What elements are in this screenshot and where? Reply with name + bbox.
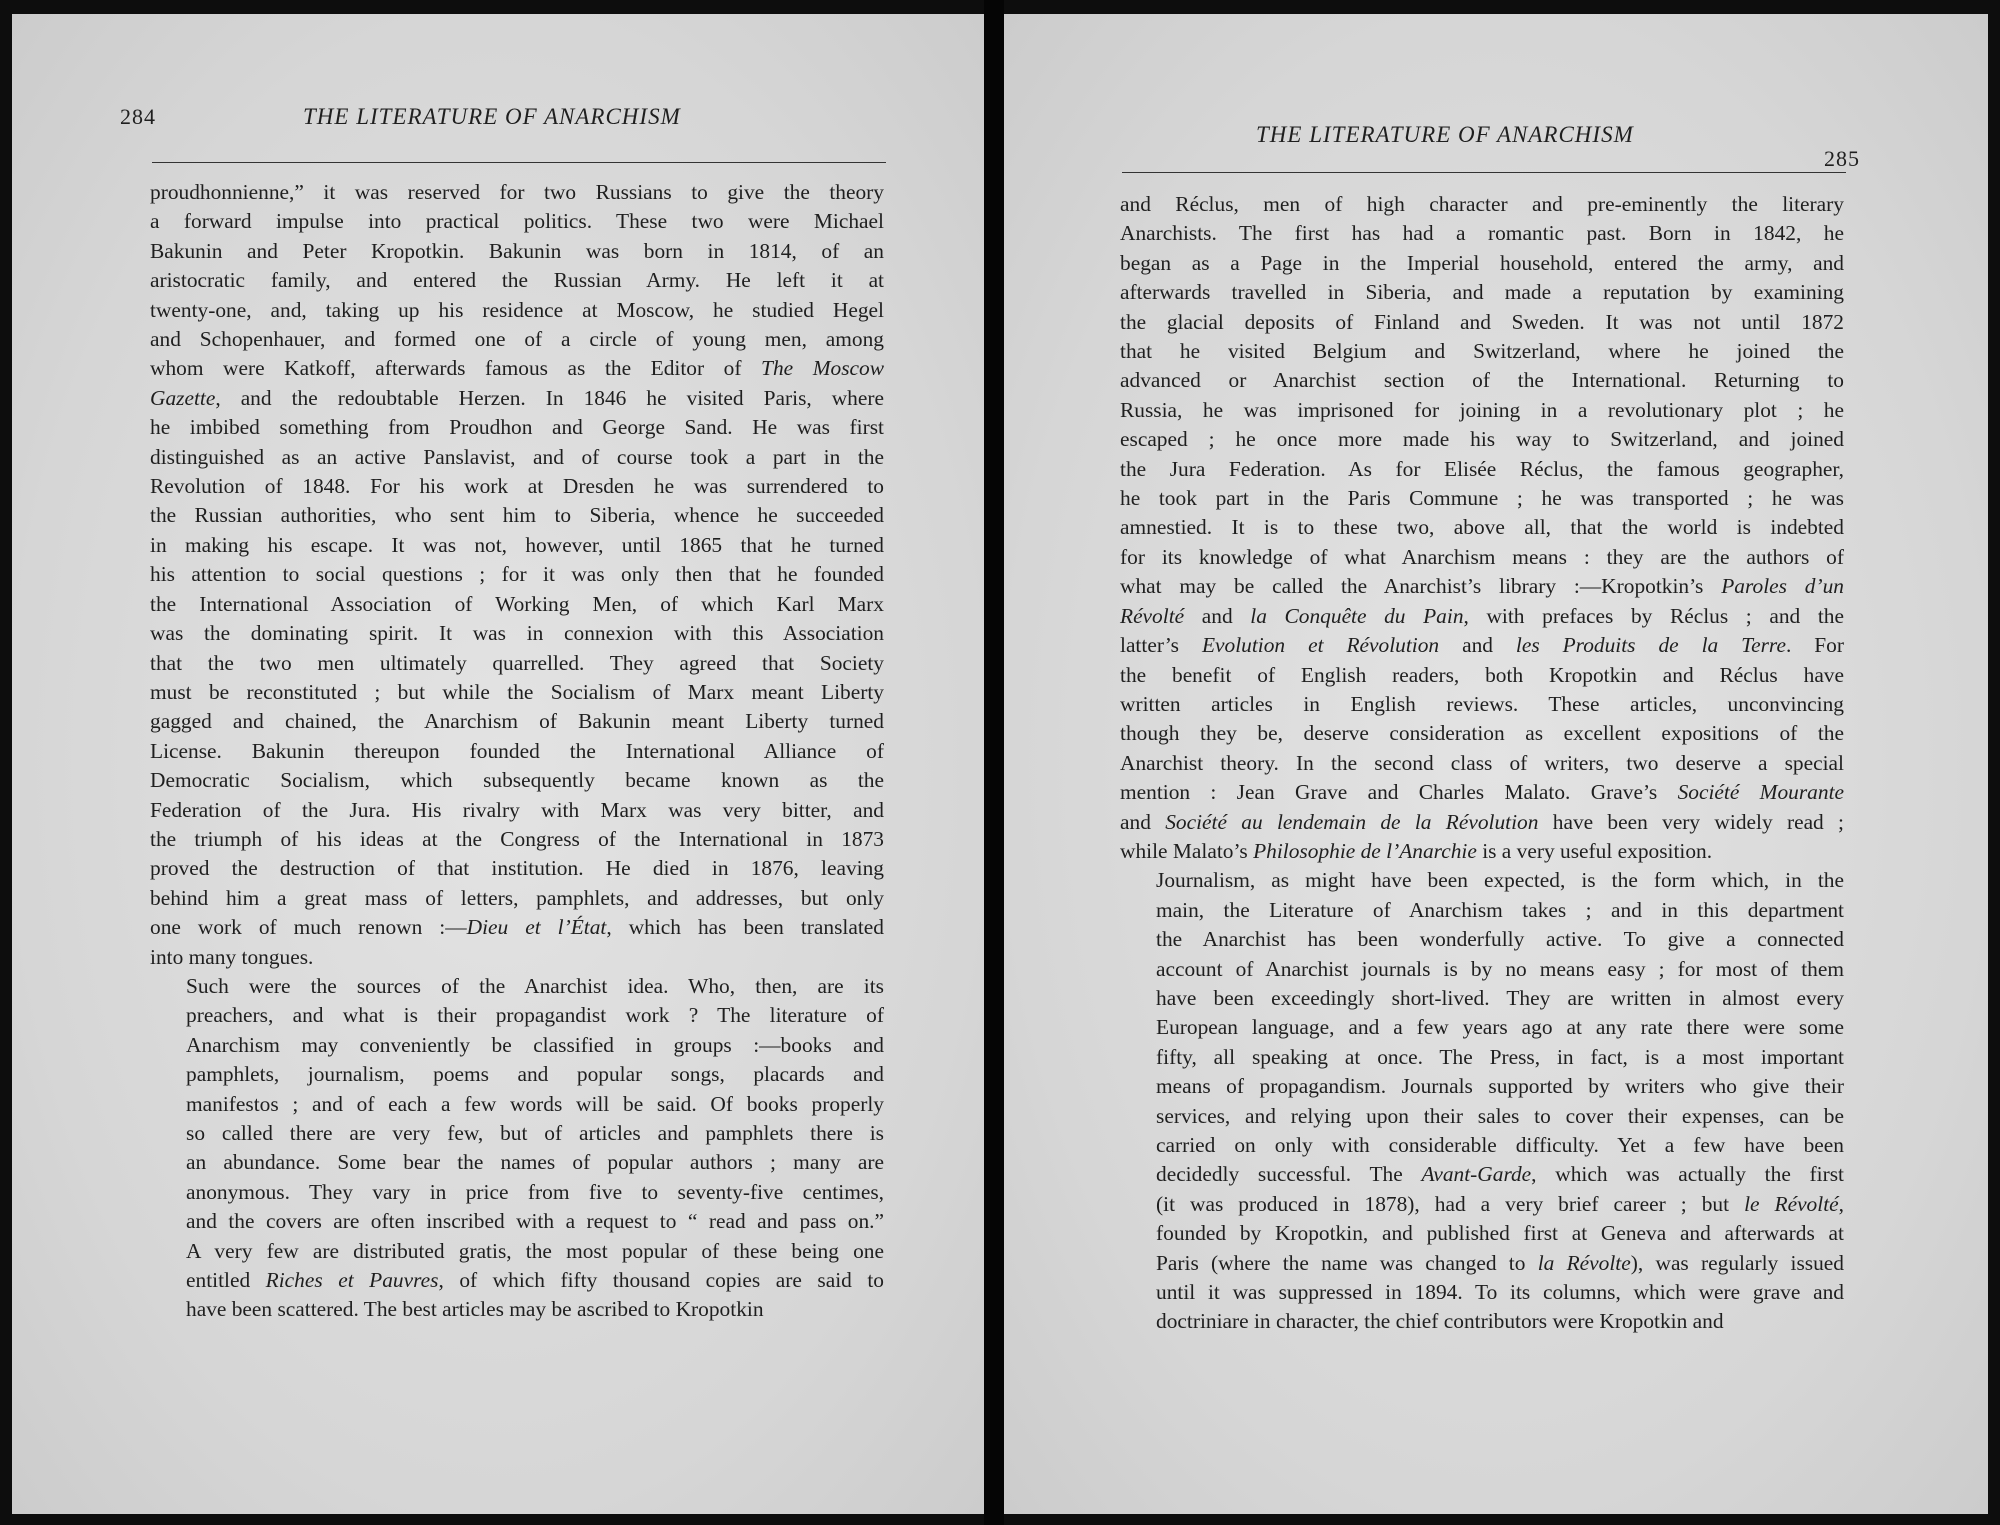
text-line: that the two men ultimately quarrelled. They agreed that Society [150, 650, 884, 675]
text-line: written articles in English reviews. These articles, unconvincing [1120, 691, 1844, 716]
right-running-head: THE LITERATURE OF ANARCHISM [1256, 122, 1634, 147]
left-page-number: 284 [120, 104, 156, 129]
text-line: Anarchism may conveniently be classified in groups :—books and [186, 1032, 884, 1057]
text-line: decidedly successful. The Avant-Garde, which was actually the first [1156, 1162, 1844, 1187]
text-line: account of Anarchist journals is by no means easy ; for most of them [1156, 956, 1844, 981]
text-line: the Anarchist has been wonderfully active. To give a connected [1156, 927, 1844, 952]
text-line: have been exceedingly short-lived. They are written in almost every [1156, 985, 1844, 1010]
text-line: advanced or Anarchist section of the International. Returning to [1120, 368, 1844, 393]
text-line: entitled Riches et Pauvres, of which fifty thousand copies are said to [186, 1268, 884, 1293]
text-line: he imbibed something from Proudhon and George Sand. He was first [150, 415, 884, 440]
text-line: Russia, he was imprisoned for joining in a revolutionary plot ; he [1120, 397, 1844, 422]
text-line: Révolté and la Conquête du Pain, with prefaces by Réclus ; and the [1120, 603, 1844, 628]
text-line: was the dominating spirit. It was in connexion with this Association [150, 621, 884, 646]
text-line: and Schopenhauer, and formed one of a circle of young men, among [150, 327, 884, 352]
text-line: manifestos ; and of each a few words will be said. Of books properly [186, 1091, 884, 1116]
left-paragraph-1 [150, 178, 884, 972]
text-line: the glacial deposits of Finland and Sweden. It was not until 1872 [1120, 309, 1844, 334]
text-line: whom were Katkoff, afterwards famous as the Editor of The Moscow [150, 356, 884, 381]
text-line: (it was produced in 1878), had a very brief career ; but le Révolté, [1156, 1191, 1844, 1216]
text-line: carried on only with considerable difficulty. Yet a few have been [1156, 1133, 1844, 1157]
text-line: and Réclus, men of high character and pre-eminently the literary [1120, 192, 1844, 216]
text-line: so called there are very few, but of articles and pamphlets there is [186, 1121, 884, 1145]
text-line: have been scattered. The best articles may be ascribed to Kropotkin [186, 1297, 764, 1322]
text-line: and the covers are often inscribed with a request to “ read and pass on.” [186, 1209, 884, 1234]
left-running-head: THE LITERATURE OF ANARCHISM [303, 104, 681, 129]
right-header-rule [1122, 172, 1846, 173]
text-line: an abundance. Some bear the names of popular authors ; many are [186, 1150, 884, 1175]
right-page [1004, 14, 1988, 1514]
left-paragraph-2 [150, 972, 884, 1325]
text-line: while Malato’s Philosophie de l’Anarchie is a very useful exposition. [1120, 838, 1713, 863]
left-page [12, 14, 984, 1514]
text-line: into many tongues. [150, 944, 314, 969]
text-line: doctriniare in character, the chief contributors were Kropotkin and [1156, 1309, 1724, 1334]
text-line: the Jura Federation. As for Elisée Réclus, the famous geographer, [1120, 456, 1844, 481]
text-line: anonymous. They vary in price from five to seventy-five centimes, [186, 1179, 884, 1204]
text-line: Anarchist theory. In the second class of writers, two deserve a special [1120, 750, 1844, 775]
text-line: A very few are distributed gratis, the most popular of these being one [186, 1238, 884, 1263]
text-line: he took part in the Paris Commune ; he was transported ; he was [1120, 486, 1844, 511]
left-page-header [120, 104, 920, 144]
text-line: afterwards travelled in Siberia, and made a reputation by examining [1120, 280, 1844, 305]
right-page-text [1120, 190, 1844, 1337]
text-line: Paris (where the name was changed to la Révolte), was regularly issued [1156, 1250, 1844, 1275]
text-line: the triumph of his ideas at the Congress of the International in 1873 [150, 826, 884, 851]
text-line: gagged and chained, the Anarchism of Bakunin meant Liberty turned [150, 709, 884, 734]
text-line: latter’s Evolution et Révolution and les Produits de la Terre. For [1120, 633, 1844, 658]
text-line: aristocratic family, and entered the Russian Army. He left it at [150, 268, 884, 293]
book-gutter [984, 0, 1004, 1525]
text-line: began as a Page in the Imperial household, entered the army, and [1120, 250, 1844, 275]
text-line: escaped ; he once more made his way to Switzerland, and joined [1120, 427, 1844, 452]
text-line: mention : Jean Grave and Charles Malato. Grave’s Société Mourante [1120, 780, 1845, 805]
text-line: License. Bakunin thereupon founded the International Alliance of [150, 738, 884, 763]
text-line: one work of much renown :—Dieu et l’État, which has been translated [150, 915, 884, 940]
right-paragraph-2 [1120, 866, 1844, 1337]
left-header-rule [152, 162, 886, 163]
text-line: Federation of the Jura. His rivalry with Marx was very bitter, and [150, 797, 884, 822]
text-line: preachers, and what is their propagandist work ? The literature of [186, 1003, 884, 1028]
text-line: Such were the sources of the Anarchist idea. Who, then, are its [186, 973, 884, 998]
text-line: means of propagandism. Journals supported by writers who give their [1156, 1074, 1844, 1099]
text-line: must be reconstituted ; but while the Socialism of Marx meant Liberty [150, 679, 884, 704]
text-line: Revolution of 1848. For his work at Dresden he was surrendered to [150, 474, 884, 499]
text-line: main, the Literature of Anarchism takes ; and in this department [1156, 897, 1844, 922]
left-page-text [150, 178, 884, 1325]
text-line: Democratic Socialism, which subsequently became known as the [150, 768, 884, 793]
text-line: Anarchists. The first has had a romantic past. Born in 1842, he [1120, 221, 1844, 246]
text-line: what may be called the Anarchist’s library :—Kropotkin’s Paroles d’un [1120, 574, 1845, 599]
text-line: the benefit of English readers, both Kropotkin and Réclus have [1120, 662, 1844, 687]
text-line: that he visited Belgium and Switzerland, where he joined the [1120, 339, 1844, 364]
text-line: the International Association of Working Men, of which Karl Marx [150, 591, 884, 616]
text-line: European language, and a few years ago at any rate there were some [1156, 1015, 1844, 1040]
text-line: the Russian authorities, who sent him to Siberia, whence he succeeded [150, 503, 884, 528]
text-line: pamphlets, journalism, poems and popular songs, placards and [186, 1062, 884, 1087]
text-line: until it was suppressed in 1894. To its columns, which were grave and [1156, 1280, 1844, 1305]
text-line: services, and relying upon their sales to cover their expenses, can be [1156, 1103, 1844, 1128]
text-line: Journalism, as might have been expected, is the form which, in the [1156, 868, 1844, 893]
text-line: distinguished as an active Panslavist, and of course took a part in the [150, 444, 884, 469]
text-line: in making his escape. It was not, however, until 1865 that he turned [150, 532, 884, 557]
text-line: fifty, all speaking at once. The Press, in fact, is a most important [1156, 1044, 1844, 1069]
text-line: his attention to social questions ; for it was only then that he founded [150, 562, 884, 587]
text-line: Gazette, and the redoubtable Herzen. In 1846 he visited Paris, where [150, 385, 884, 410]
text-line: behind him a great mass of letters, pamphlets, and addresses, but only [150, 885, 884, 910]
right-page-number: 285 [1824, 146, 1860, 171]
text-line: a forward impulse into practical politics. These two were Michael [150, 209, 884, 234]
text-line: proved the destruction of that institution. He died in 1876, leaving [150, 856, 884, 881]
text-line: though they be, deserve consideration as excellent expositions of the [1120, 721, 1844, 746]
right-paragraph-1 [1120, 190, 1844, 866]
text-line: founded by Kropotkin, and published first at Geneva and afterwards at [1156, 1221, 1844, 1246]
right-page-header [1256, 122, 1956, 171]
text-line: proudhonnienne,” it was reserved for two Russians to give the theory [150, 180, 884, 204]
text-line: for its knowledge of what Anarchism means : they are the authors of [1120, 544, 1844, 569]
text-line: and Société au lendemain de la Révolution have been very widely read ; [1120, 809, 1845, 834]
text-line: amnestied. It is to these two, above all, that the world is indebted [1120, 515, 1844, 540]
text-line: Bakunin and Peter Kropotkin. Bakunin was born in 1814, of an [150, 238, 884, 263]
text-line: twenty-one, and, taking up his residence at Moscow, he studied Hegel [150, 297, 884, 322]
